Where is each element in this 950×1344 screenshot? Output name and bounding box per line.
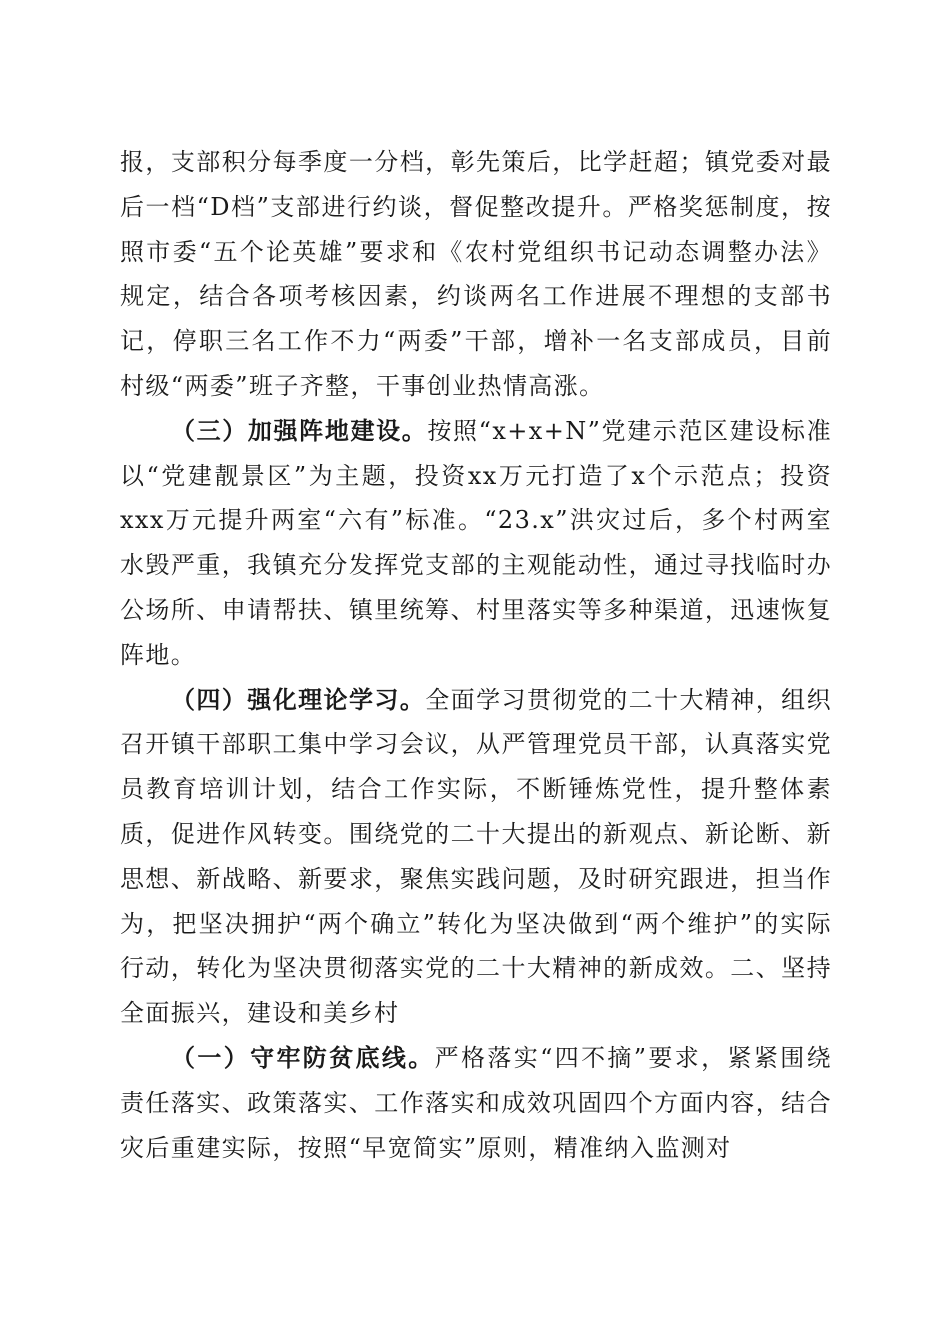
paragraph-text: 按照“x+x+N”党建示范区建设标准以“党建靓景区”为主题，投资xx万元打造了x个示范点；投资xxx万元提升两室“六有”标准。“23.x”洪灾过后，多个村两室水毁严重，我镇充分发挥党支部的主观能动性，通过寻找临时办公场所、申请帮扶、镇里统筹、村里落实等多种渠道，迅速恢复阵地。 xyxy=(120,416,833,669)
paragraph-text: 报，支部积分每季度一分档，彰先策后，比学赶超；镇党委对最后一档“D档”支部进行约谈，督促整改提升。严格奖惩制度，按照市委“五个论英雄”要求和《农村党组织书记动态调整办法》规定，结合各项考核因素，约谈两名工作进展不理想的支部书记，停职三名工作不力“两委”干部，增补一名支部成员，目前村级“两委”班子齐整，干事创业热情高涨。 xyxy=(120,148,832,400)
paragraph-four xyxy=(120,678,832,1036)
section-heading-four: （四）强化理论学习。 xyxy=(171,684,426,714)
section-heading-three: （三）加强阵地建设。 xyxy=(171,415,428,445)
section-heading-one: （一）守牢防贫底线。 xyxy=(171,1042,435,1072)
document-body xyxy=(120,140,832,1170)
paragraph-text: 严格落实“四不摘”要求，紧紧围绕责任落实、政策落实、工作落实和成效巩固四个方面内容，结合灾后重建实际，按照“早宽简实”原则，精准纳入监测对 xyxy=(120,1043,832,1162)
paragraph-continuation xyxy=(120,140,832,409)
paragraph-one xyxy=(120,1036,832,1170)
paragraph-text: 全面学习贯彻党的二十大精神，组织召开镇干部职工集中学习会议，从严管理党员干部，认真落实党员教育培训计划，结合工作实际，不断锤炼党性，提升整体素质，促进作风转变。围绕党的二十大提出的新观点、新论断、新思想、新战略、新要求，聚焦实践问题，及时研究跟进，担当作为，把坚决拥护“两个确立”转化为坚决做到“两个维护”的实际行动，转化为坚决贯彻落实党的二十大精神的新成效。二、坚持全面振兴，建设和美乡村 xyxy=(120,685,833,1028)
paragraph-three xyxy=(120,409,832,678)
